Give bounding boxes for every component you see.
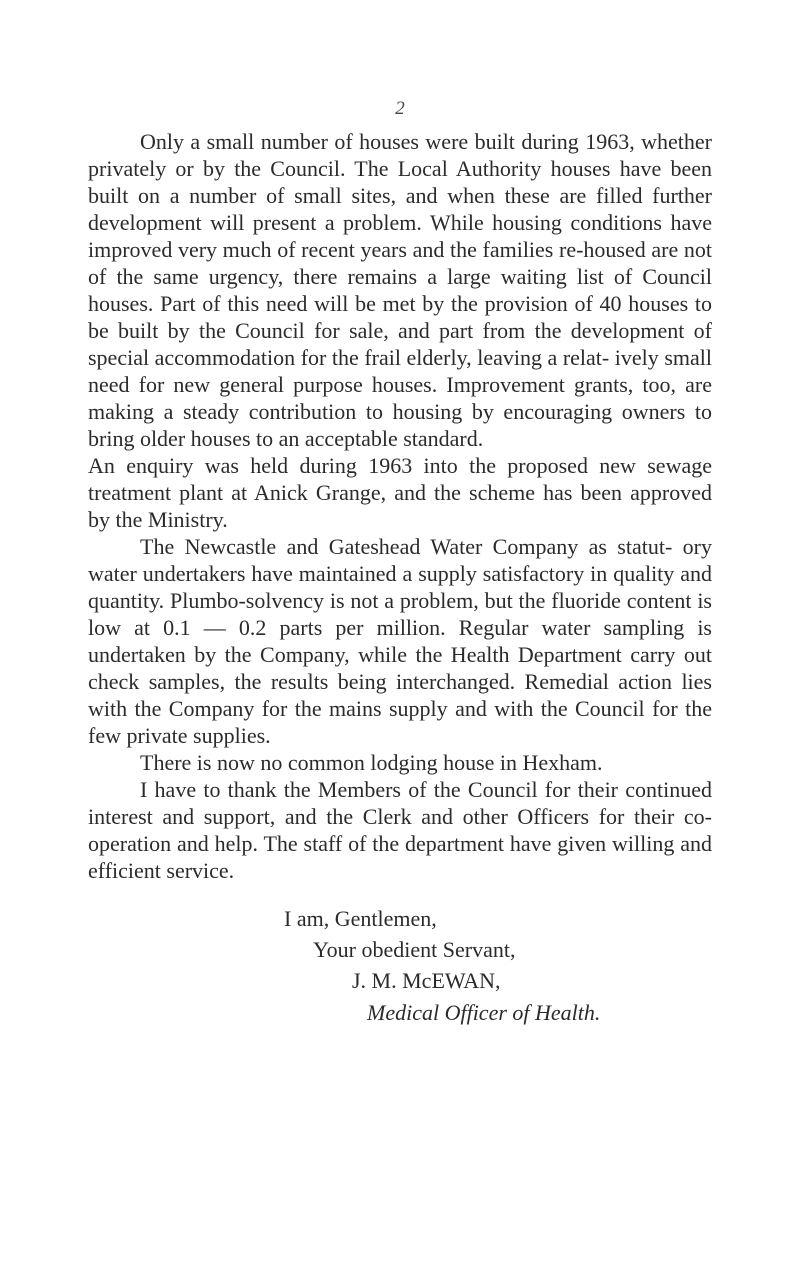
- paragraph-water: The Newcastle and Gateshead Water Company as statut- ory water undertakers have maintained a supply satisfactory in quality and quantity. Plumbo-solvency is not a problem, but the fluoride content is low at 0.1 — 0.2 parts per million. Regular water sampling is undertaken by the Company, while the Health Department carry out check samples, the results being interchanged. Remedial action lies with the Company for the mains supply and with the Council for the few private supplies.: [88, 534, 712, 748]
- paragraph-lodging: There is now no common lodging house in Hexham.: [140, 750, 603, 775]
- paragraph-thanks: I have to thank the Members of the Council for their continued interest and support, and the Clerk and other Officers for their co-operation and help. The staff of the department have given willing and efficient service.: [88, 777, 712, 883]
- paragraph-housing: Only a small number of houses were built during 1963, whether privately or by the Council. The Local Authority houses have been built on a number of small sites, and when these are filled further development will present a problem. While housing conditions have improved very much of recent years and the families re-housed are not of the same urgency, there remains a large waiting list of Council houses. Part of this need will be met by the provision of 40 houses to be built by the Council for sale, and part from the development of special accommodation for the frail elderly, leaving a relat- ively small need for new general purpose houses. Improvement grants, too, are making a steady contribution to housing by encouraging owners to bring older houses to an acceptable standard.: [88, 129, 712, 451]
- page-number: 2: [395, 98, 405, 119]
- signoff-name: J. M. McEWAN,: [352, 968, 501, 993]
- paragraph-sewage: An enquiry was held during 1963 into the proposed new sewage treatment plant at Anick Grange, and the scheme has been approved by the Ministry.: [88, 453, 712, 532]
- body-text: [88, 128, 712, 884]
- signoff-title: Medical Officer of Health.: [367, 1000, 601, 1025]
- signoff-salutation: I am, Gentlemen,: [284, 906, 437, 931]
- signoff-servant: Your obedient Servant,: [313, 937, 516, 962]
